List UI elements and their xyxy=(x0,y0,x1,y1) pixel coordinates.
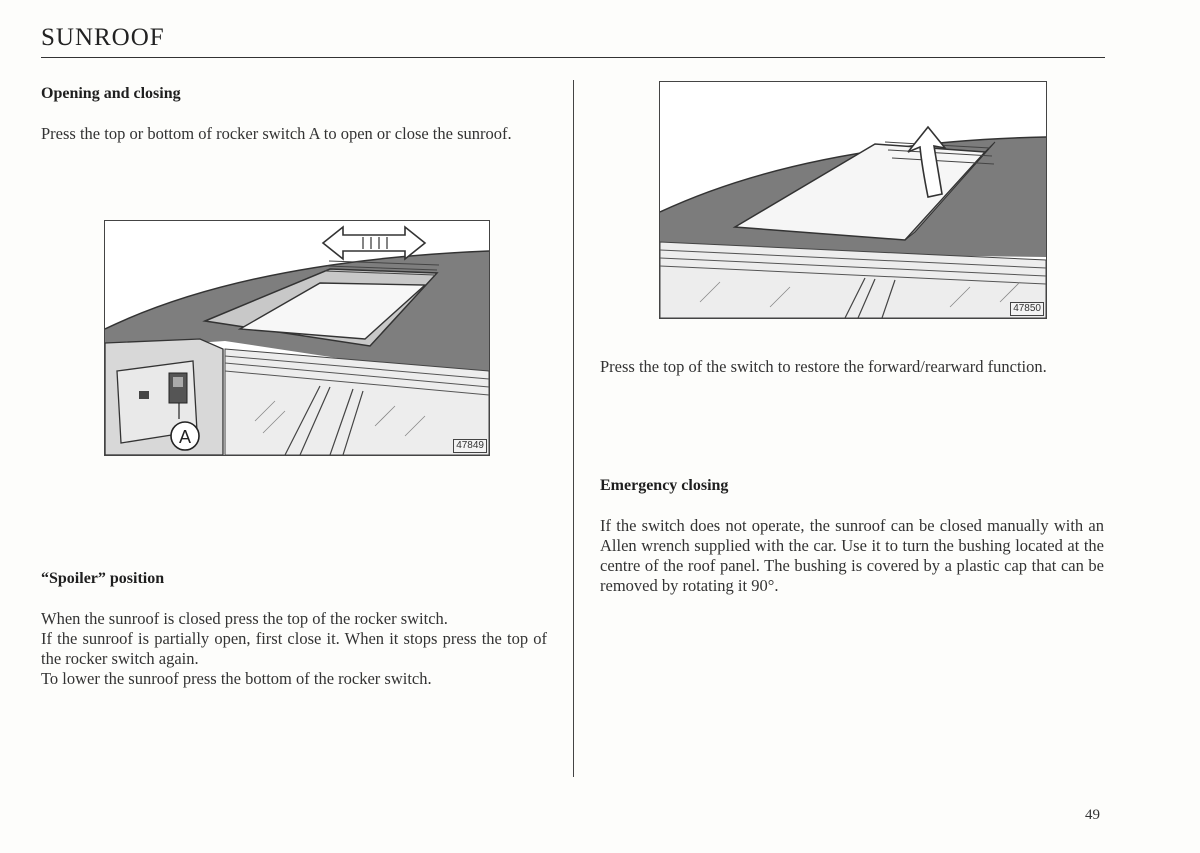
sunroof-switch-figure xyxy=(104,220,490,456)
sunroof-spoiler-illustration xyxy=(660,82,1046,318)
emergency-closing-heading: Emergency closing xyxy=(600,477,729,494)
restore-function-text: Press the top of the switch to restore the forward/rearward function. xyxy=(600,357,1047,376)
sunroof-switch-illustration xyxy=(105,221,489,455)
figure-number: 47849 xyxy=(453,439,487,453)
sunroof-spoiler-figure xyxy=(659,81,1047,319)
spoiler-position-heading: “Spoiler” position xyxy=(41,570,165,587)
spoiler-position-text xyxy=(41,609,547,689)
switch-callout-label: A xyxy=(178,427,192,447)
opening-closing-heading: Opening and closing xyxy=(41,85,181,102)
page-title: SUNROOF xyxy=(41,24,165,51)
figure-number: 47850 xyxy=(1010,302,1044,316)
emergency-closing-text: If the switch does not operate, the sunroof can be closed manually with an Allen wrench supplied with the car. Use it to turn the bushing located at the centre of the roof panel. The bushing is covered by a plastic cap that can be removed by rotating it 90°. xyxy=(600,516,1104,595)
spoiler-line: To lower the sunroof press the bottom of the rocker switch. xyxy=(41,669,432,688)
opening-closing-text: Press the top or bottom of rocker switch A to open or close the sunroof. xyxy=(41,124,512,143)
title-rule xyxy=(41,57,1105,58)
spoiler-line: When the sunroof is closed press the top of the rocker switch. xyxy=(41,609,448,628)
page-number: 49 xyxy=(1085,807,1100,823)
spoiler-line: If the sunroof is partially open, first close it. When it stops press the top of the rocker switch again. xyxy=(41,629,547,668)
column-divider xyxy=(573,80,574,777)
